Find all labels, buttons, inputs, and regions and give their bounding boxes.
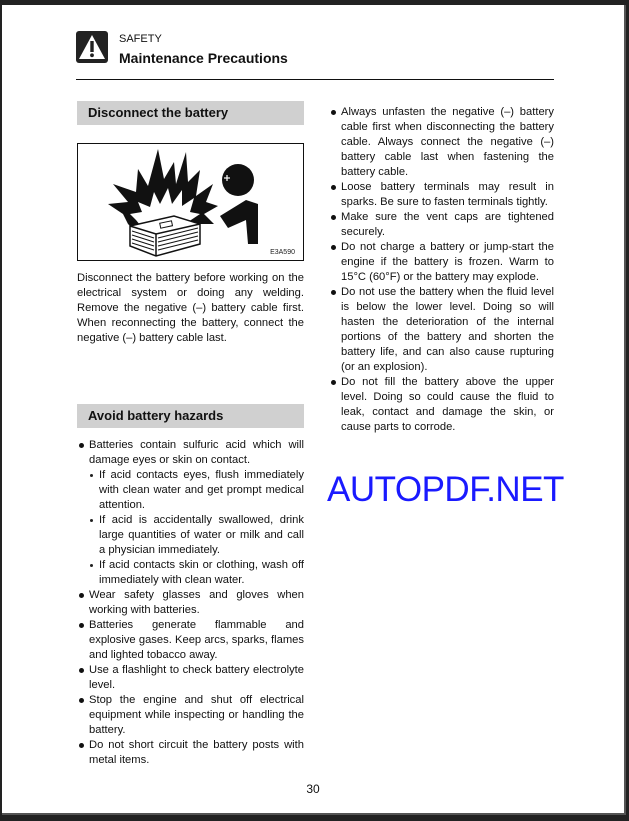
figure-code: E3A590 [270,249,295,256]
list-item-text: Do not charge a battery or jump-start the engine if the battery is frozen. Warm to 15°C (60°F) or the battery may explode. [341,241,554,283]
list-item [77,618,304,663]
list-item-text: Batteries contain sulfuric acid which will damage eyes or skin on contact. [89,439,304,466]
sub-list-item-text: If acid contacts eyes, flush immediately with clean water and get prompt medical attention. [99,469,304,511]
list-item [329,180,554,210]
list-item-text: Batteries generate flammable and explosive gases. Keep arcs, sparks, flames and lighted tobacco away. [89,619,304,661]
list-item [329,285,554,375]
sub-bullet-icon [90,519,93,522]
list-item-text: Make sure the vent caps are tightened securely. [341,211,554,238]
list-item [329,105,554,180]
section-heading-hazards: Avoid battery hazards [77,404,304,428]
page-number: 30 [306,782,320,796]
sub-list-item-text: If acid is accidentally swallowed, drink large quantities of water or milk and call a physician immediately. [99,514,304,556]
sub-list-item [77,513,304,558]
list-item-text: Use a flashlight to check battery electrolyte level. [89,664,304,691]
bullet-icon [79,593,84,598]
bullet-icon [331,185,336,190]
sub-list-item-text: If acid contacts skin or clothing, wash off immediately with clean water. [99,559,304,586]
section-heading-disconnect: Disconnect the battery [77,101,304,125]
list-item-text: Do not fill the battery above the upper level. Doing so could cause the fluid to leak, contact and damage the skin, or cause parts to corrode. [341,376,554,433]
page-title: Maintenance Precautions [119,50,288,66]
list-item-text: Stop the engine and shut off electrical equipment while inspecting or handling the battery. [89,694,304,736]
disconnect-paragraph: Disconnect the battery before working on the electrical system or doing any welding. Remove the negative (–) battery cable first. When reconnecting the battery, connect the negative (–) battery cable last. [77,272,304,344]
header-divider [76,79,554,80]
list-item-text: Do not short circuit the battery posts with metal items. [89,739,304,766]
bullet-icon [331,380,336,385]
list-item [329,375,554,435]
list-item-text: Always unfasten the negative (–) battery cable first when disconnecting the battery cable. Always connect the negative (–) battery cable last when fastening the battery cable. [341,106,554,178]
warning-triangle-icon [76,31,108,63]
bullet-icon [331,215,336,220]
sub-list-item [77,558,304,588]
bullet-icon [79,743,84,748]
battery-explosion-illustration [77,143,304,261]
bullet-icon [331,110,336,115]
bullet-icon [79,443,84,448]
section-label: SAFETY [119,33,162,45]
list-item [77,663,304,693]
sub-list-item [77,468,304,513]
list-item [77,438,304,468]
sub-bullet-icon [90,564,93,567]
bullet-icon [79,668,84,673]
sub-bullet-icon [90,474,93,477]
bullet-icon [79,698,84,703]
list-item [77,693,304,738]
bullet-icon [331,290,336,295]
list-item-text: Loose battery terminals may result in sparks. Be sure to fasten terminals tightly. [341,181,554,208]
watermark-text: AUTOPDF.NET [327,470,564,509]
list-item-text: Do not use the battery when the fluid level is below the lower level. Doing so will hasten the deterioration of the internal portions of the battery and shorten the battery life, and can also cause rupturing (or an explosion). [341,286,554,373]
list-item [77,738,304,768]
hazards-list [77,438,304,768]
list-item [329,210,554,240]
list-item [329,240,554,285]
battery-precautions-list [329,105,554,435]
document-page [2,5,626,815]
list-item-text: Wear safety glasses and gloves when working with batteries. [89,589,304,616]
list-item [77,588,304,618]
bullet-icon [331,245,336,250]
explosion-icon [78,144,303,260]
bullet-icon [79,623,84,628]
